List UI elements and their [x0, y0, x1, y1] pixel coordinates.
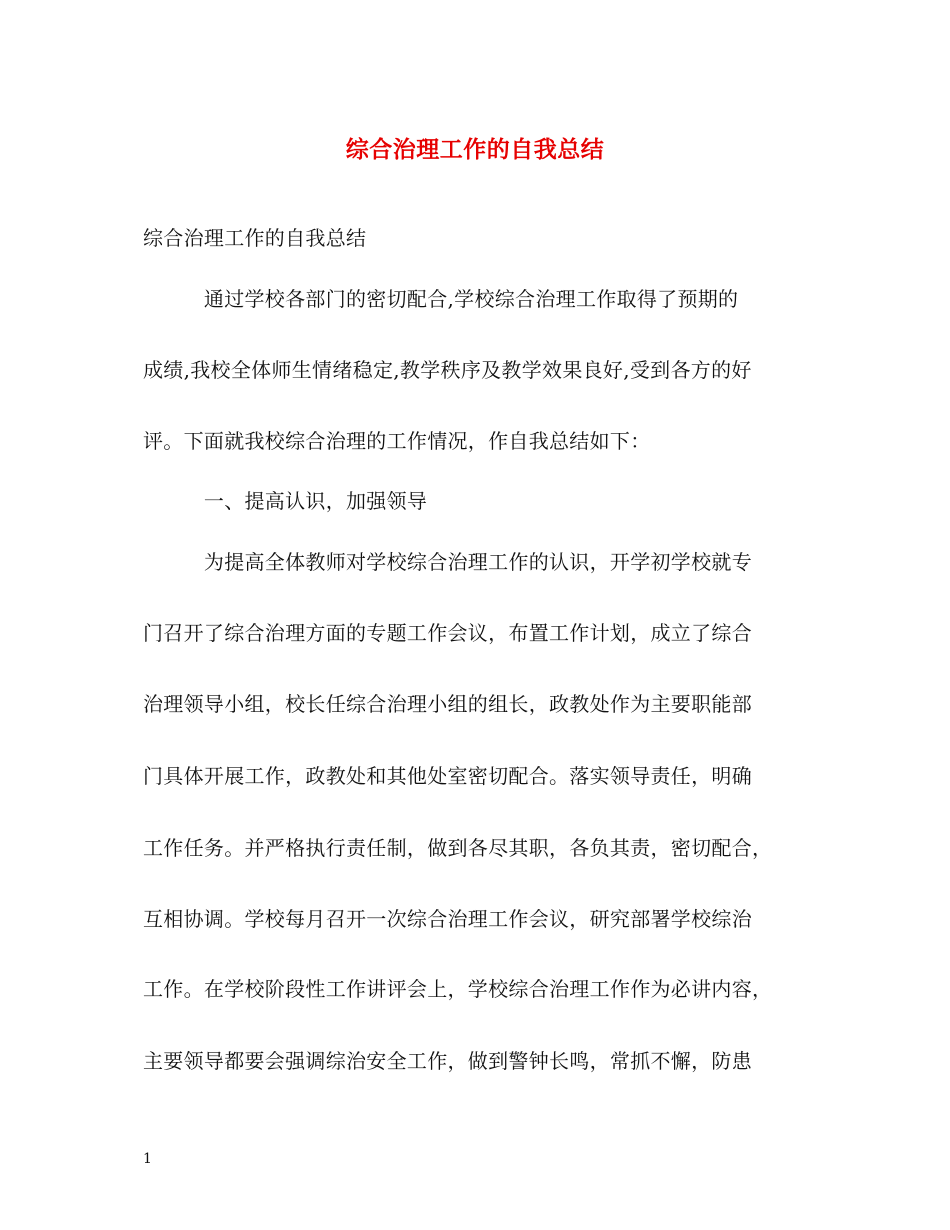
body-line: 为提高全体教师对学校综合治理工作的认识，开学初学校就专	[143, 550, 752, 574]
section-heading: 一、提高认识，加强领导	[143, 489, 428, 513]
document-title: 综合治理工作的自我总结	[345, 136, 605, 163]
body-line: 评。下面就我校综合治理的工作情况，作自我总结如下：	[143, 429, 651, 453]
body-line: 工作。在学校阶段性工作讲评会上，学校综合治理工作作为必讲内容，	[143, 977, 773, 1001]
body-line: 治理领导小组，校长任综合治理小组的组长，政教处作为主要职能部	[143, 692, 752, 716]
body-line: 门具体开展工作，政教处和其他处室密切配合。落实领导责任，明确	[143, 764, 752, 788]
body-line: 成绩,我校全体师生情绪稳定,教学秩序及教学效果良好,受到各方的好	[143, 358, 752, 382]
page-number: 1	[143, 1151, 152, 1167]
body-line: 综合治理工作的自我总结	[143, 226, 367, 250]
body-line: 主要领导都要会强调综治安全工作，做到警钟长鸣，常抓不懈，防患	[143, 1049, 752, 1073]
body-line: 门召开了综合治理方面的专题工作会议，布置工作计划，成立了综合	[143, 621, 752, 645]
body-line: 工作任务。并严格执行责任制，做到各尽其职，各负其责，密切配合，	[143, 836, 773, 860]
body-line: 互相协调。学校每月召开一次综合治理工作会议，研究部署学校综治	[143, 907, 752, 931]
body-line: 通过学校各部门的密切配合,学校综合治理工作取得了预期的	[143, 287, 739, 311]
